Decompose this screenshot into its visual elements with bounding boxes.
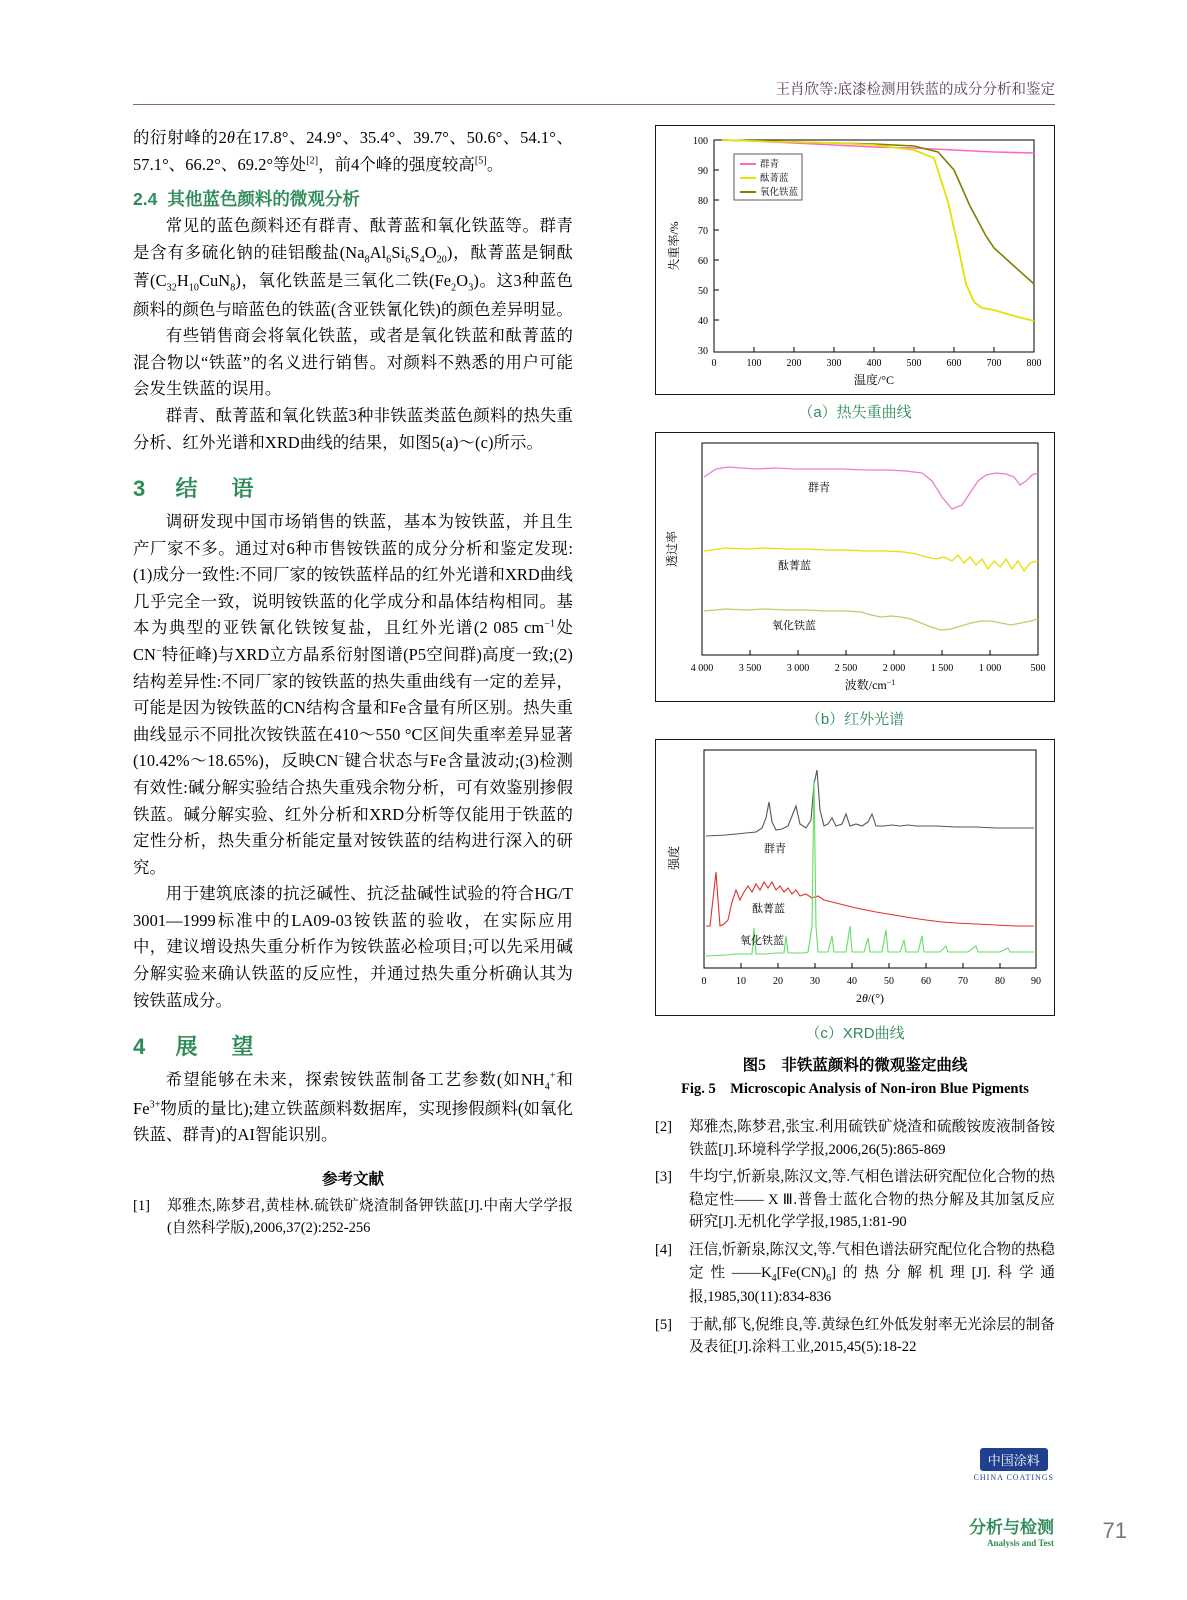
reference-text: 郑雅杰,陈梦君,黄桂林.硫铁矿烧渣制备钾铁蓝[J].中南大学学报(自然科学版),2006,37(2):252-256 (167, 1197, 573, 1237)
svg-text:100: 100 (746, 358, 762, 369)
svg-text:0: 0 (701, 976, 707, 987)
references-heading: 参考文献 (321, 1170, 384, 1188)
svg-text:100: 100 (693, 136, 708, 147)
paragraph-2: 有些销售商会将氧化铁蓝，或者是氧化铁蓝和酞菁蓝的混合物以“铁蓝”的名义进行销售。对颜料不熟悉的用户可能会发生铁蓝的误用。 (133, 326, 573, 399)
footer-section-en: Analysis and Test (986, 1538, 1054, 1548)
svg-text:400: 400 (866, 358, 882, 369)
svg-text:600: 600 (946, 358, 962, 369)
publisher-logo-en: CHINA COATINGS (973, 1473, 1054, 1482)
svg-text:300: 300 (826, 358, 842, 369)
paragraph-6: 希望能够在未来，探索铵铁蓝制备工艺参数(如$NH_4^+$和$Fe^{3+}$物质的量比);建立铁蓝颜料数据库，实现掺假颜料(如氧化铁蓝、群青)的AI智能识别。 (133, 1070, 573, 1145)
svg-text:10: 10 (736, 976, 746, 987)
reference-tag: [4] (655, 1242, 673, 1259)
reference-item (133, 1195, 573, 1240)
svg-text:2 500: 2 500 (834, 663, 858, 674)
section-2-4-title: 其他蓝色颜料的微观分析 (167, 189, 360, 210)
svg-text:3 500: 3 500 (738, 663, 762, 674)
svg-text:酞菁蓝: 酞菁蓝 (752, 903, 785, 915)
reference-item (655, 1116, 1055, 1161)
svg-text:2θ/(°): 2θ/(°) (855, 991, 885, 1005)
tga-plot (656, 126, 1056, 394)
svg-text:500: 500 (1030, 663, 1046, 674)
svg-text:800: 800 (1026, 358, 1042, 369)
left-column (133, 125, 573, 1245)
svg-text:40: 40 (698, 316, 708, 327)
svg-text:酞菁蓝: 酞菁蓝 (778, 560, 811, 572)
paragraph-4: 调研发现中国市场销售的铁蓝，基本为铵铁蓝，并且生产厂家不多。通过对6种市售铵铁蓝的成分分析和鉴定发现:(1)成分一致性:不同厂家的铵铁蓝样品的红外光谱和XRD曲线几乎完全一致，说明铵铁蓝的化学成分和晶体结构相同。基本为典型的亚铁氰化铁铵复盐，且红外光谱(2 085 $cm^{-1}$处CN−特征峰)与XRD立方晶系衍射图谱(P5空间群)高度一致;(2)结构差异性:不同厂家的铵铁蓝的热失重曲线有一定的差异，可能是因为铵铁蓝的CN结构含量和Fe含量有所区别。热失重曲线显示不同批次铵铁蓝在410～550 °C区间失重率差异显著(10.42%～18.65%)，反映CN−键合状态与Fe含量波动;(3)检测有效性:碱分解实验结合热失重残余物分析，可有效鉴别掺假铁蓝。碱分解实验、红外分析和XRD分析等仅能用于铁蓝的定性分析，热失重分析能定量对铵铁蓝的结构进行深入的研究。 (133, 512, 573, 877)
running-head: 王肖欣等:底漆检测用铁蓝的成分分析和鉴定 (775, 82, 1055, 98)
svg-text:失重率/%: 失重率/% (667, 221, 681, 271)
reference-item (655, 1314, 1055, 1359)
paragraph-top: 的衍射峰的2θ在17.8°、24.9°、35.4°、39.7°、50.6°、54.1°、57.1°、66.2°、69.2°等处[2]，前4个峰的强度较高[5]。 (133, 128, 573, 174)
svg-text:90: 90 (1031, 976, 1041, 987)
figure-a-tga (655, 125, 1055, 395)
svg-text:40: 40 (847, 976, 857, 987)
svg-text:群青: 群青 (760, 159, 780, 170)
section-4-title: 展 望 (175, 1034, 260, 1060)
svg-text:氧化铁蓝: 氧化铁蓝 (760, 187, 799, 198)
svg-text:强度: 强度 (667, 845, 681, 871)
reference-tag: [3] (655, 1169, 673, 1186)
section-4-heading (133, 1030, 573, 1061)
section-3-title: 结 语 (175, 476, 260, 502)
figure-b-ftir (655, 432, 1055, 702)
figure-5-title-en: Fig. 5 Microscopic Analysis of Non-iron Blue Pigments (681, 1081, 1029, 1097)
svg-text:透过率: 透过率 (665, 530, 679, 568)
reference-tag: [1] (133, 1197, 151, 1214)
figure-a-caption: （a）热失重曲线 (798, 404, 912, 421)
header-rule (133, 104, 1055, 105)
figure-c-xrd (655, 739, 1055, 1016)
svg-text:温度/°C: 温度/°C (853, 373, 895, 387)
svg-text:酞菁蓝: 酞菁蓝 (760, 173, 789, 184)
reference-item (655, 1166, 1055, 1234)
paragraph-1: 常见的蓝色颜料还有群青、酞菁蓝和氧化铁蓝等。群青是含有多硫化钠的硅铝酸盐$(Na_8Al_6Si_6S_4O_{20})$，酞菁蓝是铜酞菁$(C_{32}H_{10}CuN_8)$，氧化铁蓝是三氧化二铁$(Fe_2O_3)$。这3种蓝色颜料的颜色与暗蓝色的铁蓝(含亚铁氰化铁)的颜色差异明显。 (133, 216, 573, 319)
svg-text:30: 30 (810, 976, 820, 987)
svg-text:氧化铁蓝: 氧化铁蓝 (772, 620, 816, 632)
paragraph-5: 用于建筑底漆的抗泛碱性、抗泛盐碱性试验的符合HG/T 3001—1999标准中的LA09-03铵铁蓝的验收，在实际应用中，建议增设热失重分析作为铵铁蓝必检项目;可以先采用碱分解实验来确认铁蓝的反应性，并通过热失重分析确认其为铵铁蓝成分。 (133, 884, 573, 1010)
publisher-logo-cn: 中国涂料 (980, 1448, 1048, 1471)
svg-text:氧化铁蓝: 氧化铁蓝 (740, 935, 784, 947)
svg-text:20: 20 (773, 976, 783, 987)
svg-text:3 000: 3 000 (786, 663, 810, 674)
svg-text:80: 80 (995, 976, 1005, 987)
section-4-number: 4 (133, 1034, 152, 1060)
figure-c-caption: （c）XRD曲线 (805, 1025, 905, 1042)
svg-text:波数/cm−1: 波数$/cm^{-1}$ (844, 678, 896, 692)
section-2-4-number: 2.4 (133, 189, 158, 210)
svg-text:50: 50 (698, 286, 708, 297)
section-2-4-heading (133, 186, 573, 211)
figure-b-caption: （b）红外光谱 (805, 711, 905, 728)
right-column (655, 125, 1055, 1364)
svg-text:群青: 群青 (764, 843, 786, 855)
publisher-logo (974, 1448, 1054, 1482)
svg-text:0: 0 (711, 358, 717, 369)
svg-text:1 000: 1 000 (978, 663, 1002, 674)
svg-text:70: 70 (958, 976, 968, 987)
reference-tag: [5] (655, 1316, 673, 1333)
reference-text: 牛均宁,忻新泉,陈汉文,等.气相色谱法研究配位化合物的热稳定性—— X Ⅲ.普鲁士蓝化合物的热分解及其加氢反应研究[J].无机化学学报,1985,1:81-90 (689, 1169, 1055, 1231)
svg-text:1 500: 1 500 (930, 663, 954, 674)
svg-text:80: 80 (698, 196, 708, 207)
svg-text:200: 200 (786, 358, 802, 369)
figure-5-title-cn: 图5 非铁蓝颜料的微观鉴定曲线 (742, 1057, 968, 1074)
paragraph-3: 群青、酞菁蓝和氧化铁蓝3种非铁蓝类蓝色颜料的热失重分析、红外光谱和XRD曲线的结果，如图5(a)～(c)所示。 (133, 405, 573, 452)
svg-text:90: 90 (698, 166, 708, 177)
section-3-heading (133, 472, 573, 503)
svg-text:30: 30 (698, 346, 708, 357)
xrd-plot (656, 740, 1056, 1015)
svg-text:70: 70 (698, 226, 708, 237)
reference-tag: [2] (655, 1119, 673, 1135)
section-3-number: 3 (133, 476, 152, 502)
svg-text:50: 50 (884, 976, 894, 987)
reference-item (655, 1239, 1055, 1309)
page-number: 71 (1102, 1518, 1127, 1543)
svg-text:4 000: 4 000 (690, 663, 714, 674)
svg-text:60: 60 (921, 976, 931, 987)
reference-text: 汪信,忻新泉,陈汉文,等.气相色谱法研究配位化合物的热稳定性$——K_4[Fe(CN)_6]$的热分解机理[J].科学通报,1985,30(11):834-836 (689, 1242, 1055, 1306)
svg-text:2 000: 2 000 (882, 663, 906, 674)
svg-text:群青: 群青 (808, 482, 830, 494)
svg-text:700: 700 (986, 358, 1002, 369)
footer-section (969, 1513, 1054, 1548)
reference-text: 郑雅杰,陈梦君,张宝.利用硫铁矿烧渣和硫酸铵废液制备铵铁蓝[J].环境科学学报,2006,26(5):865-869 (689, 1119, 1055, 1158)
reference-text: 于献,郁飞,倪维良,等.黄绿色红外低发射率无光涂层的制备及表征[J].涂料工业,2015,45(5):18-22 (689, 1316, 1055, 1356)
ftir-plot (656, 433, 1056, 701)
svg-text:60: 60 (698, 256, 708, 267)
svg-text:500: 500 (906, 358, 922, 369)
footer-section-cn: 分析与检测 (969, 1518, 1054, 1537)
